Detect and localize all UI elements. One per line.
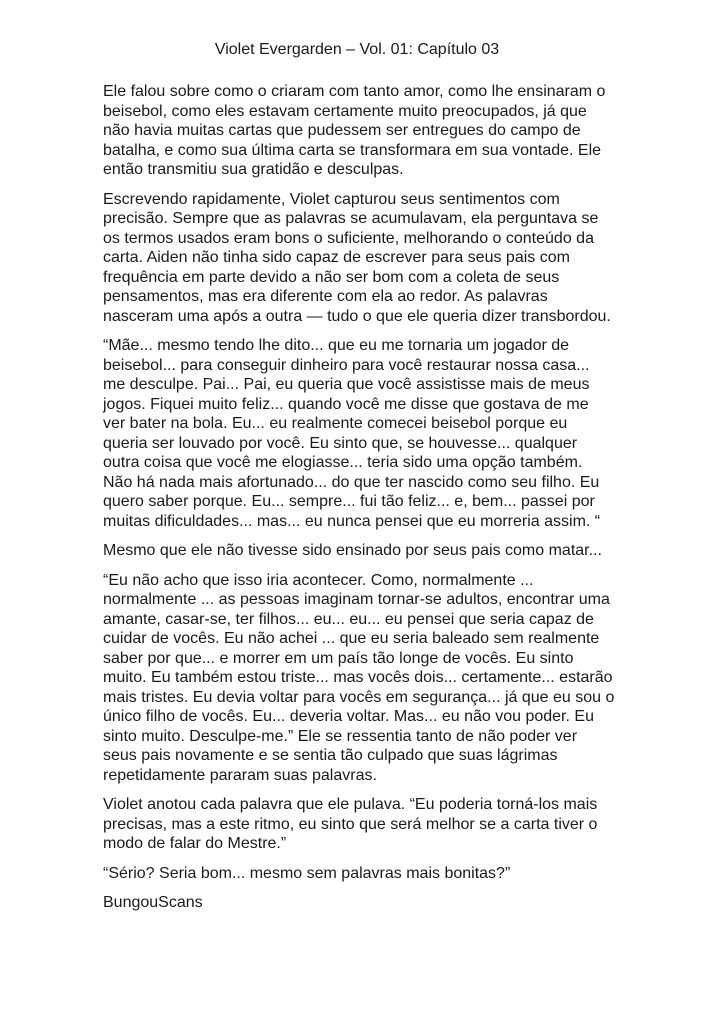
paragraph: Mesmo que ele não tivesse sido ensinado por seus pais como matar... [103,542,602,559]
page-header-title: Violet Evergarden – Vol. 01: Capítulo 03 [214,41,500,58]
paragraph: Escrevendo rapidamente, Violet capturou seus sentimentos com precisão. Sempre que as palavras se acumulavam, ela perguntava se os termos usados eram bons o suficiente, melhorando o conteúdo da carta. Aiden não tinha sido capaz de escrever para seus pais com frequência em parte devido a não ser bom com a coleta de seus pensamentos, mas era diferente com ela ao redor. As palavras nasceram uma após a outra — tudo o que ele queria dizer transbordou. [103,190,611,325]
paragraph: “Sério? Seria bom... mesmo sem palavras mais bonitas?” [103,864,511,882]
scanlation-credit: BungouScans [103,894,203,911]
body-text [103,82,615,923]
paragraph: “Mãe... mesmo tendo lhe dito... que eu me tornaria um jogador de beisebol... para conseguir dinheiro para você restaurar nossa casa... me desculpe. Pai... Pai, eu queria que você assistisse mais de meus jogos. Fiquei muito feliz... quando você me disse que gostava de me ver bater na bola. Eu... eu realmente comecei beisebol porque eu queria ser louvado por você. Eu sinto que, se houvesse... qualquer outra coisa que você me elogiasse... teria sido uma opção também. Não há nada mais afortunado... do que ter nascido como seu filho. Eu quero saber porque. Eu... sempre... fui tão feliz... e, bem... passei por muitas dificuldades... mas... eu nunca pensei que eu morreria assim. “ [103,337,601,530]
paragraph: “Eu não acho que isso iria acontecer. Como, normalmente ... normalmente ... as pessoas imaginam tornar-se adultos, encontrar uma amante, casar-se, ter filhos... eu... eu... eu pensei que seria capaz de cuidar de vocês. Eu não achei ... que eu seria baleado sem realmente saber por que... e morrer em um país tão longe de vocês. Eu sinto muito. Eu também estou triste... mas vocês dois... certamente... estarão mais tristes. Eu devia voltar para vocês em segurança... já que eu sou o único filho de vocês. Eu... deveria voltar. Mas... eu não vou poder. Eu sinto muito. Desculpe-me.” Ele se ressentia tanto de não poder ver seus pais novamente e se sentia tão culpado que suas lágrimas repetidamente pararam suas palavras. [103,571,615,784]
paragraph: Ele falou sobre como o criaram com tanto amor, como lhe ensinaram o beisebol, como eles estavam certamente muito preocupados, já que não havia muitas cartas que pudessem ser entregues do campo de batalha, e como sua última carta se transformara em sua vontade. Ele então transmitiu sua gratidão e desculpas. [103,83,606,178]
paragraph: Violet anotou cada palavra que ele pulava. “Eu poderia torná-los mais precisas, mas a este ritmo, eu sinto que será melhor se a carta tiver o modo de falar do Mestre.” [103,796,598,852]
